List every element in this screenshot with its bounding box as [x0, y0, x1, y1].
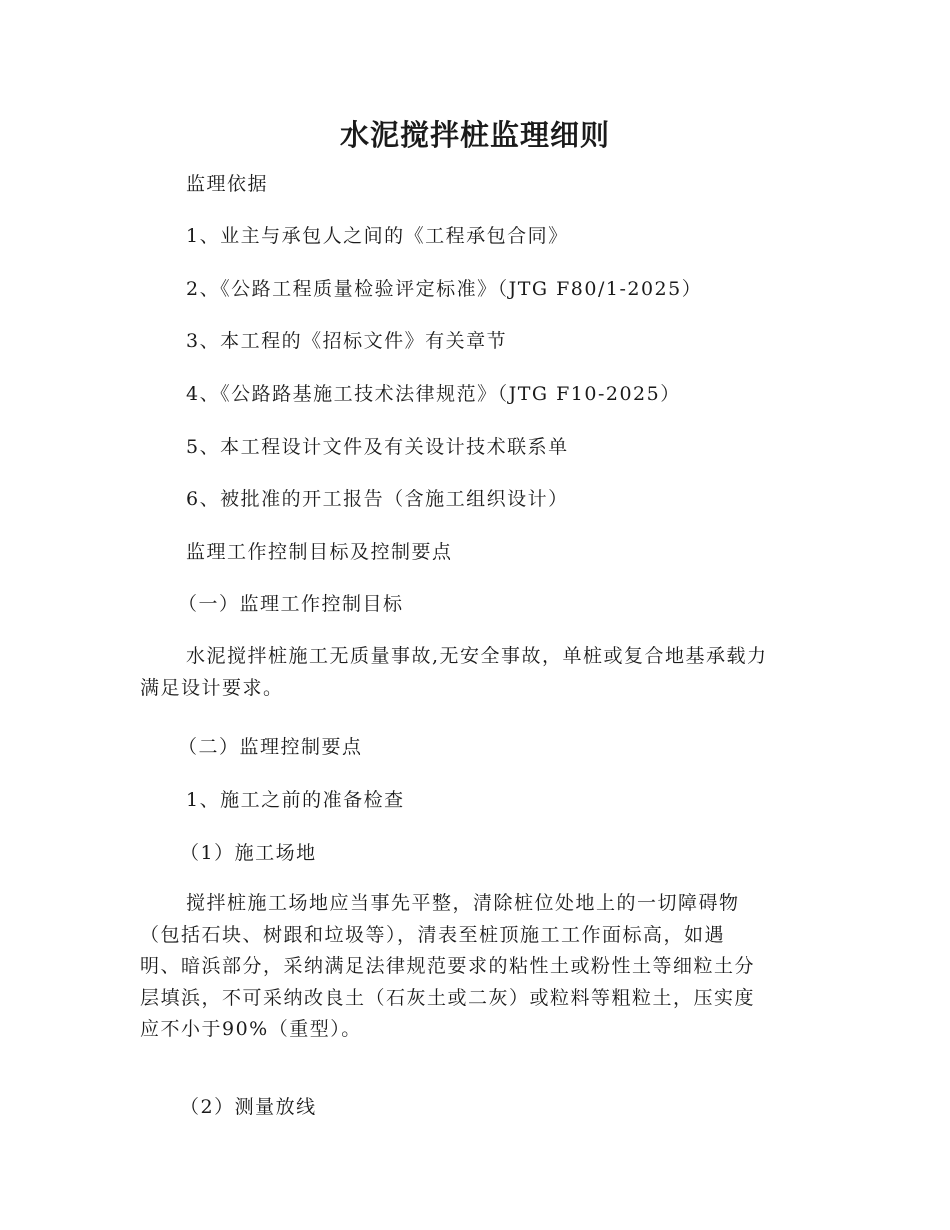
- basis-item-5: 5、本工程设计文件及有关设计技术联系单: [186, 436, 569, 458]
- heading-supervision-basis: 监理依据: [186, 173, 269, 195]
- site-line-5: 应不小于90%（重型）。: [140, 1018, 362, 1040]
- heading-survey-layout: （2）测量放线: [180, 1096, 317, 1118]
- subheading-control-points: （二）监理控制要点: [178, 736, 363, 758]
- heading-objectives: 监理工作控制目标及控制要点: [186, 541, 453, 563]
- site-line-3: 明、暗浜部分，采纳满足法律规范要求的粘性土或粉性土等细粒土分: [140, 955, 756, 977]
- basis-item-2: 2、《公路工程质量检验评定标准》（JTG F80/1-2025）: [186, 278, 703, 300]
- basis-item-4: 4、《公路路基施工技术法律规范》（JTG F10-2025）: [186, 383, 681, 405]
- site-line-2: （包括石块、树跟和垃圾等），清表至桩顶施工工作面标高，如遇: [140, 923, 726, 946]
- objectives-line-2: 满足设计要求。: [140, 677, 284, 699]
- document-title: 水泥搅拌桩监理细则: [339, 118, 610, 152]
- basis-item-1: 1、业主与承包人之间的《工程承包合同》: [186, 225, 569, 247]
- site-paragraph: [140, 888, 810, 1046]
- basis-item-6: 6、被批准的开工报告（含施工组织设计）: [186, 488, 569, 510]
- heading-preparation-check: 1、施工之前的准备检查: [186, 789, 405, 811]
- site-line-1: 搅拌桩施工场地应当事先平整，清除桩位处地上的一切障碍物: [186, 892, 740, 914]
- objectives-line-1: 水泥搅拌桩施工无质量事故,无安全事故，单桩或复合地基承载力: [186, 645, 768, 667]
- objectives-paragraph: [140, 640, 810, 704]
- site-line-4: 层填浜，不可采纳改良土（石灰土或二灰）或粒料等粗粒土，压实度: [140, 986, 756, 1009]
- subheading-control-objectives: （一）监理工作控制目标: [178, 593, 404, 615]
- basis-item-3: 3、本工程的《招标文件》有关章节: [186, 330, 508, 352]
- heading-construction-site: （1）施工场地: [180, 842, 317, 864]
